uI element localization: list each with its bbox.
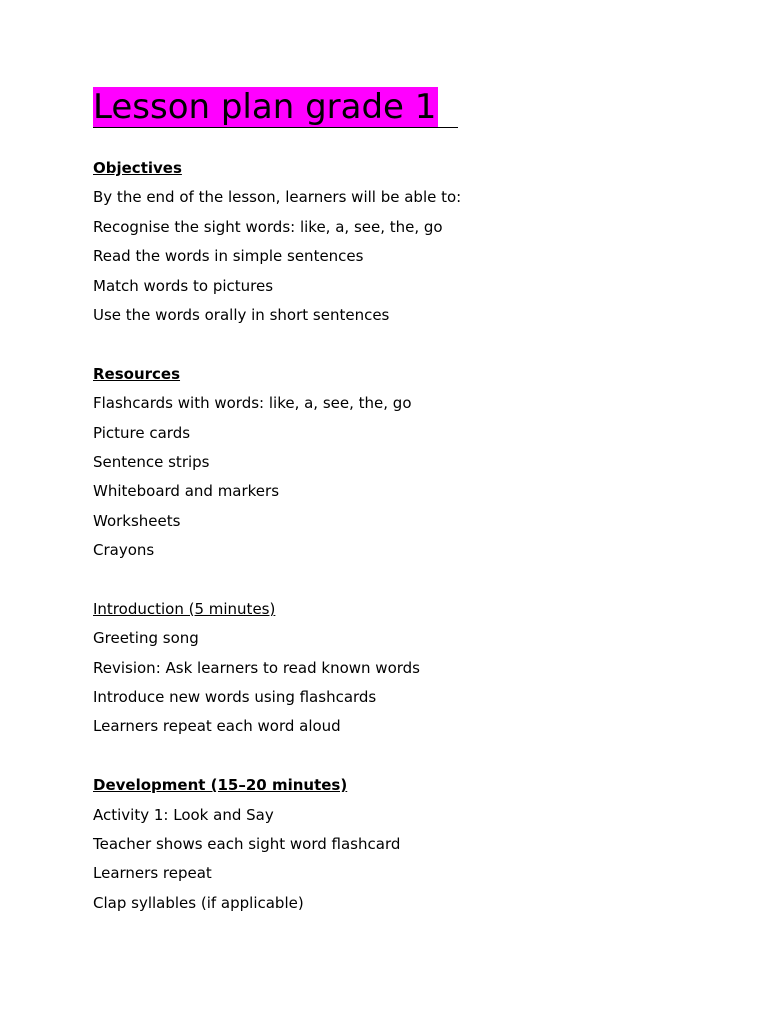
introduction-line: Greeting song: [93, 629, 199, 648]
blank-line: [93, 565, 733, 594]
document-body: [93, 154, 733, 918]
resources-line: Flashcards with words: like, a, see, the, go: [93, 394, 412, 413]
resources-line: Whiteboard and markers: [93, 482, 280, 501]
objectives-line: Recognise the sight words: like, a, see, the, go: [93, 217, 443, 236]
introduction-heading: Introduction (5 minutes): [93, 599, 276, 618]
development-line: Activity 1: Look and Say: [93, 805, 274, 824]
resources-heading: Resources: [93, 364, 181, 383]
objectives-line: Read the words in simple sentences: [93, 247, 364, 266]
objectives-line: By the end of the lesson, learners will be able to:: [93, 188, 462, 207]
resources-line: Worksheets: [93, 511, 181, 530]
development-line: Clap syllables (if applicable): [93, 893, 304, 912]
introduction-line: Learners repeat each word aloud: [93, 717, 341, 736]
resources-line: Crayons: [93, 541, 155, 560]
objectives-heading: Objectives: [93, 159, 182, 177]
blank-line: [93, 330, 733, 359]
page-title: Lesson plan grade 1: [93, 87, 437, 127]
title-underline: [93, 87, 458, 128]
introduction-line: Revision: Ask learners to read known words: [93, 658, 420, 677]
resources-line: Sentence strips: [93, 452, 210, 471]
development-line: Learners repeat: [93, 864, 212, 883]
development-heading: Development (15–20 minutes): [93, 776, 348, 795]
objectives-line: Match words to pictures: [93, 276, 274, 295]
resources-line: Picture cards: [93, 423, 191, 442]
objectives-line: Use the words orally in short sentences: [93, 305, 390, 324]
blank-line: [93, 742, 733, 771]
development-line: Teacher shows each sight word flashcard: [93, 834, 401, 853]
introduction-line: Introduce new words using flashcards: [93, 688, 377, 707]
